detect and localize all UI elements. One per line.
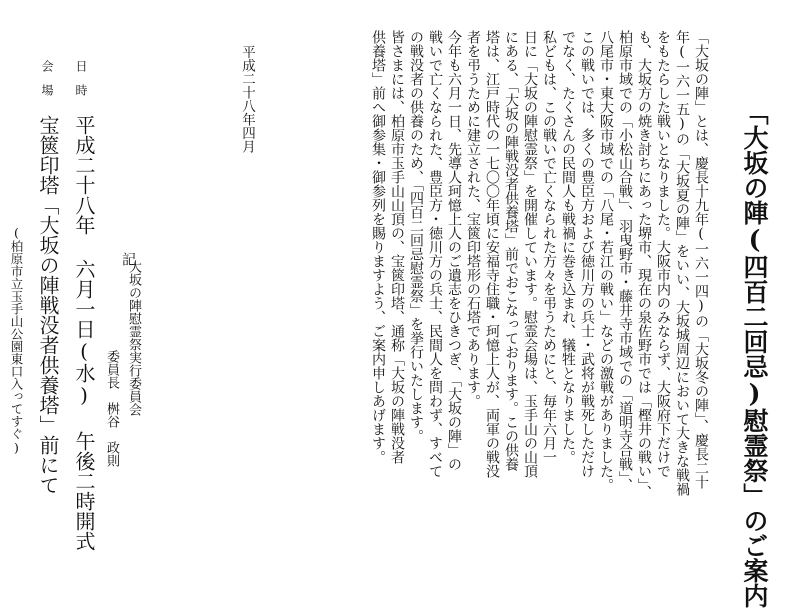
issue-date: 平成二十八年四月 <box>239 45 255 153</box>
body-line: をもたらした戦いとなりました。大阪市内のみならず、大阪府下だけで <box>655 30 671 478</box>
body-line: 年(一六一五)の「大坂夏の陣」をいい、大坂城周辺において大きな戦禍 <box>674 30 690 496</box>
organizer-name: 大坂の陣慰霊祭実行委員会 <box>126 260 141 416</box>
body-line: 戦いで亡くなられた、豊臣方・徳川方の兵士、民間人を問わず、すべて <box>427 30 443 478</box>
body-line: 塔は、江戸時代の一七〇〇年頃に安福寺住職・珂憶上人が、両軍の戦没 <box>484 30 500 478</box>
venue-label: 会 場 <box>40 60 54 96</box>
body-line: にある、「大坂の陣戦没者供養塔」前でおこなっております。この供養 <box>503 30 519 471</box>
body-line: 者を弔うために建立された、宝篋印塔形の石塔であります。 <box>465 30 481 408</box>
date-label: 日 時 <box>74 60 88 96</box>
document-title: 「大坂の陣(四百二回忌)慰霊祭」のご案内 <box>740 100 769 608</box>
body-line: 今年も六月一日、先導人珂憶上人のご遺志をひきつぎ、「大坂の陣」の <box>446 30 462 471</box>
body-line: 私どもは、この戦いで亡くなられた方々を弔うためにと、毎年六月一 <box>541 30 557 464</box>
event-datetime: 平成二十八年 六月一日(水) 午後二時開式 <box>72 115 96 551</box>
chairperson-name: 委員長 桝谷 政則 <box>104 350 119 467</box>
ki-heading: 記 <box>120 252 136 266</box>
body-line: も、大坂方の焼き討ちにあった堺市、現在の泉佐野市では「樫井の戦い」、 <box>636 30 652 499</box>
body-line: 供養塔」前へ御参集・御参列を賜りますよう、ご案内申しあげます。 <box>370 30 386 464</box>
signature-block <box>100 260 144 520</box>
body-text <box>270 30 710 545</box>
body-line: 柏原市域での「小松山合戦」、羽曳野市・藤井寺市域での「道明寺合戦」、 <box>617 30 633 492</box>
body-line: 「大坂の陣」とは、慶長十九年(一六一四)の「大坂冬の陣」、慶長二十 <box>693 30 709 489</box>
body-line: 皆さまには、柏原市玉手山山頂の、宝篋印塔、通称「大坂の陣戦没者 <box>389 30 405 464</box>
body-line: 日に「大坂の陣慰霊祭」を開催しています。慰霊会場は、玉手山の山頂 <box>522 30 538 478</box>
venue-note: (柏原市立玉手山公園東口入ってすぐ) <box>9 225 24 455</box>
body-line: でなく、たくさんの民間人も戦禍に巻き込まれ、犠牲となりました。 <box>560 30 576 464</box>
body-line: 八尾市・東大阪市域での「八尾・若江の戦い」などの激戦がありました。 <box>598 30 614 492</box>
body-line: の戦没者の供養のため、「四百二回忌慰霊祭」を挙行いたします。 <box>408 30 424 443</box>
venue-name: 宝篋印塔「大坂の陣戦没者供養塔」前にて <box>36 115 60 495</box>
body-line: この戦いでは、多くの豊臣方および徳川方の兵士・武将が戦死しただけ <box>579 30 595 478</box>
